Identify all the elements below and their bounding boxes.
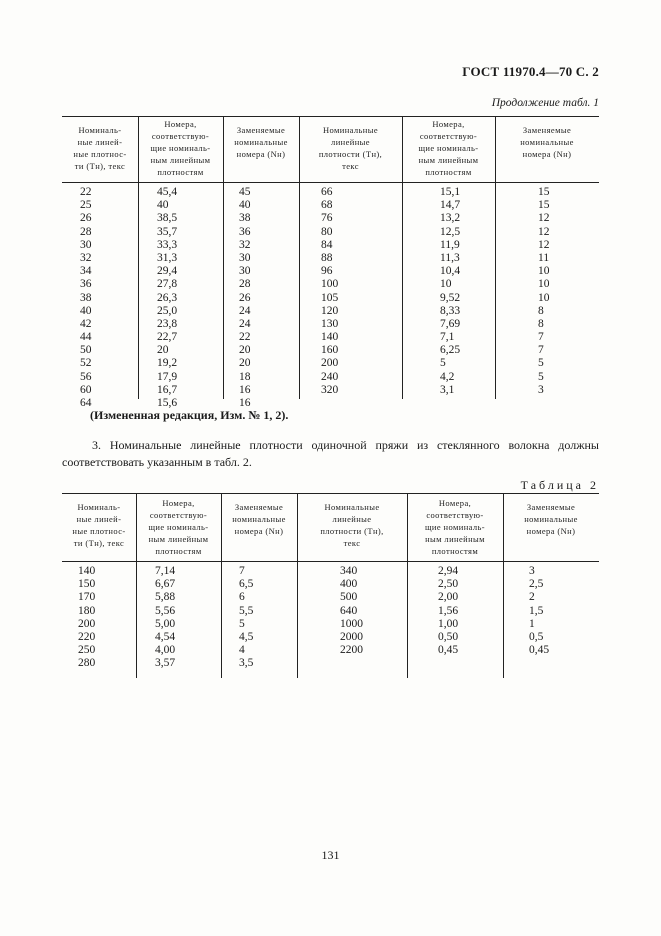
table1-cell: 140 xyxy=(321,331,339,344)
table2-cell: 400 xyxy=(340,578,358,591)
table1-cell: 30 xyxy=(239,251,251,264)
table2-cell: 5,56 xyxy=(155,604,176,617)
table1-cell: 38 xyxy=(239,212,251,225)
table1-header-line: плотностям xyxy=(425,167,472,177)
table1-cell: 23,8 xyxy=(157,317,178,330)
table-2-title: Таблица 2 xyxy=(520,478,599,492)
table2-cell: 3 xyxy=(529,565,535,577)
table2-cell: 2,50 xyxy=(438,578,459,591)
table2-header-line: плотностям xyxy=(431,546,479,556)
table1-cell: 56 xyxy=(80,370,92,383)
table2-header-col4 xyxy=(297,501,407,549)
table1-cell: 19,2 xyxy=(157,357,178,370)
table2-header-line: Номера, xyxy=(438,498,472,508)
table2-header-line: соответствую- xyxy=(149,510,208,520)
table1-header-line: ным линейным xyxy=(150,155,211,165)
table2-cell: 5,00 xyxy=(155,617,176,630)
table1-cell: 25 xyxy=(80,199,92,212)
table1-cell: 35,7 xyxy=(157,225,178,238)
table1-cell: 3 xyxy=(538,383,544,396)
table1-cell: 20 xyxy=(239,344,251,357)
table-1 xyxy=(62,116,599,409)
table1-header-line: Заменяемые xyxy=(236,125,286,135)
table1-cell: 5 xyxy=(538,357,544,370)
table1-cell: 320 xyxy=(321,383,339,396)
table1-cell: 84 xyxy=(321,238,333,251)
table-continuation-label: Продолжение табл. 1 xyxy=(491,97,599,109)
table1-header-line: ные плотнос- xyxy=(73,149,127,159)
table1-cell: 40 xyxy=(157,199,169,212)
table1-column-5 xyxy=(440,186,460,397)
table1-header-line: соответствую- xyxy=(151,131,210,141)
table1-cell: 14,7 xyxy=(440,199,461,212)
table1-cell: 64 xyxy=(80,397,92,409)
table2-cell: 1,00 xyxy=(438,617,459,630)
table1-cell: 100 xyxy=(321,278,339,291)
table-2 xyxy=(62,493,599,678)
table2-header-line: соответствую- xyxy=(426,510,484,520)
table1-cell: 105 xyxy=(321,291,339,304)
table2-cell: 6,5 xyxy=(239,578,254,591)
table1-cell: 8 xyxy=(538,317,544,330)
table2-cell: 0,45 xyxy=(529,644,550,657)
table1-cell: 44 xyxy=(80,331,92,344)
table1-cell: 10 xyxy=(538,278,550,291)
table1-header-line: линейные xyxy=(331,137,370,147)
clause-3-paragraph: 3. Номинальные линейные плотности одиночной пряжи из стеклянного волокна должны соответствовать указанным в табл. 2. xyxy=(62,438,599,469)
table1-cell: 17,9 xyxy=(157,370,178,383)
table2-cell: 3,5 xyxy=(239,657,254,670)
table1-cell: 18 xyxy=(239,370,251,383)
table2-header-line: Номинальные xyxy=(324,502,380,512)
table2-cell: 220 xyxy=(78,630,96,643)
table2-header-col6 xyxy=(503,501,599,537)
table2-header-line: номинальные xyxy=(232,514,286,524)
table1-cell: 3,1 xyxy=(440,383,455,396)
table2-cell: 1000 xyxy=(340,617,363,630)
table1-header-line: щие номиналь- xyxy=(418,143,479,153)
table1-cell: 5 xyxy=(538,370,544,383)
table1-cell: 28 xyxy=(80,225,92,238)
table1-cell: 45,4 xyxy=(157,186,178,198)
table2-column-2 xyxy=(155,565,175,671)
table1-cell: 8,33 xyxy=(440,304,461,317)
table1-cell: 26 xyxy=(80,212,92,225)
table2-cell: 640 xyxy=(340,604,358,617)
table2-cell: 7,14 xyxy=(155,565,176,577)
table1-cell: 7 xyxy=(538,331,544,344)
table1-cell: 30 xyxy=(239,265,251,278)
table2-header-col5 xyxy=(407,497,503,557)
table2-header-line: щие номиналь- xyxy=(424,522,486,532)
table1-header-line: номера (Nн) xyxy=(236,149,286,159)
table2-cell: 280 xyxy=(78,657,96,670)
table1-column-1 xyxy=(80,186,92,410)
table1-cell: 76 xyxy=(321,212,333,225)
table1-cell: 7,1 xyxy=(440,331,455,344)
table1-cell: 20 xyxy=(239,357,251,370)
table2-cell: 2000 xyxy=(340,630,363,643)
table2-header-line: ным линейным xyxy=(148,534,209,544)
table2-cell: 1 xyxy=(529,617,535,630)
table1-cell: 50 xyxy=(80,344,92,357)
table2-cell: 5 xyxy=(239,617,245,630)
table2-column-4 xyxy=(340,565,363,657)
table1-cell: 28 xyxy=(239,278,251,291)
table1-cell: 25,0 xyxy=(157,304,178,317)
table1-cell: 36 xyxy=(80,278,92,291)
table1-header-line: Номера, xyxy=(164,119,197,129)
table1-cell: 200 xyxy=(321,357,339,370)
table1-cell: 22,7 xyxy=(157,331,178,344)
table1-cell: 11 xyxy=(538,251,550,264)
table1-cell: 16 xyxy=(239,397,251,409)
table2-header-line: номера (Nн) xyxy=(234,526,284,536)
table1-cell: 240 xyxy=(321,370,339,383)
table2-header-line: Заменяемые xyxy=(526,502,576,512)
table1-cell: 6,25 xyxy=(440,344,461,357)
table1-cell: 12 xyxy=(538,212,550,225)
table1-cell: 10 xyxy=(538,265,550,278)
table1-cell: 80 xyxy=(321,225,333,238)
table2-cell: 6 xyxy=(239,591,245,604)
table2-cell: 4,00 xyxy=(155,644,176,657)
table2-cell: 0,45 xyxy=(438,644,459,657)
table2-header-line: ные линей- xyxy=(76,514,122,524)
table2-header-col1 xyxy=(62,501,136,549)
table1-cell: 45 xyxy=(239,186,251,198)
table1-header-line: номера (Nн) xyxy=(522,149,572,159)
table1-cell: 15,6 xyxy=(157,397,178,409)
table1-cell: 13,2 xyxy=(440,212,461,225)
table1-cell: 30 xyxy=(80,238,92,251)
table2-header-line: плотности (Tн), xyxy=(320,526,384,536)
table1-cell: 68 xyxy=(321,199,333,212)
table1-header-line: ным линейным xyxy=(418,155,479,165)
table1-cell: 33,3 xyxy=(157,238,178,251)
table1-cell: 12 xyxy=(538,225,550,238)
table1-header-line: ти (Tн), текс xyxy=(74,161,126,171)
table1-cell: 60 xyxy=(80,383,92,396)
table2-cell: 140 xyxy=(78,565,96,577)
table1-cell: 32 xyxy=(239,238,251,251)
table1-cell: 40 xyxy=(80,304,92,317)
table1-cell: 4,2 xyxy=(440,370,455,383)
table2-cell: 250 xyxy=(78,644,96,657)
table1-cell: 36 xyxy=(239,225,251,238)
table2-header-line: номинальные xyxy=(524,514,578,524)
table2-cell: 4,54 xyxy=(155,630,176,643)
table1-header-col6 xyxy=(495,124,599,160)
table2-header-line: плотностям xyxy=(155,546,202,556)
table1-header-col5 xyxy=(402,118,495,178)
table2-header-line: Номера, xyxy=(162,498,195,508)
table2-header-line: Заменяемые xyxy=(234,502,284,512)
table1-cell: 24 xyxy=(239,304,251,317)
table1-cell: 26,3 xyxy=(157,291,178,304)
table2-column-6 xyxy=(529,565,549,657)
table1-header-line: Номиналь- xyxy=(78,125,122,135)
table1-header-col1 xyxy=(62,124,138,172)
table1-cell: 34 xyxy=(80,265,92,278)
table1-cell: 22 xyxy=(239,331,251,344)
table1-cell: 11,9 xyxy=(440,238,460,251)
table1-cell: 38,5 xyxy=(157,212,178,225)
table1-header-line: номинальные xyxy=(234,137,288,147)
table2-header-col3 xyxy=(221,501,297,537)
table2-cell: 2200 xyxy=(340,644,363,657)
table1-cell: 10,4 xyxy=(440,265,461,278)
table1-cell: 160 xyxy=(321,344,339,357)
table2-cell: 170 xyxy=(78,591,96,604)
table1-cell: 120 xyxy=(321,304,339,317)
table1-header-col2 xyxy=(138,118,223,178)
table2-cell: 7 xyxy=(239,565,245,577)
table1-header-line: плотностям xyxy=(157,167,204,177)
table2-header-line: ные плотнос- xyxy=(72,526,126,536)
table1-cell: 22 xyxy=(80,186,92,198)
table1-header-line: текс xyxy=(342,161,359,171)
table1-header-line: ные линей- xyxy=(77,137,123,147)
table2-cell: 500 xyxy=(340,591,358,604)
table2-header-line: щие номиналь- xyxy=(148,522,209,532)
table1-cell: 5 xyxy=(440,357,446,370)
table1-cell: 40 xyxy=(239,199,251,212)
table2-column-5 xyxy=(438,565,458,657)
table2-header-line: номера (Nн) xyxy=(526,526,576,536)
table1-cell: 130 xyxy=(321,317,339,330)
table1-header-col4 xyxy=(299,124,402,172)
table1-cell: 88 xyxy=(321,251,333,264)
table1-cell: 12,5 xyxy=(440,225,461,238)
table2-cell: 2,94 xyxy=(438,565,459,577)
table1-column-3 xyxy=(239,186,251,410)
table1-cell: 8 xyxy=(538,304,544,317)
table2-cell: 4,5 xyxy=(239,630,254,643)
table1-cell: 27,8 xyxy=(157,278,178,291)
table1-cell: 29,4 xyxy=(157,265,178,278)
table2-cell: 1,56 xyxy=(438,604,459,617)
table2-header-line: ти (Tн), текс xyxy=(73,538,125,548)
table1-cell: 15,1 xyxy=(440,186,461,198)
table1-header-line: плотности (Tн), xyxy=(318,149,383,159)
table1-column-6 xyxy=(538,186,550,397)
table1-header-line: соответствую- xyxy=(419,131,478,141)
table2-cell: 5,88 xyxy=(155,591,176,604)
table1-cell: 15 xyxy=(538,186,550,198)
table2-cell: 340 xyxy=(340,565,358,577)
table1-cell: 7,69 xyxy=(440,317,461,330)
table2-cell: 150 xyxy=(78,578,96,591)
table2-header-line: линейные xyxy=(332,514,372,524)
table2-column-3 xyxy=(239,565,253,671)
table1-cell: 12 xyxy=(538,238,550,251)
table1-cell: 31,3 xyxy=(157,251,178,264)
table2-cell: 0,50 xyxy=(438,630,459,643)
table2-cell: 0,5 xyxy=(529,630,544,643)
table2-cell: 2,5 xyxy=(529,578,544,591)
table1-cell: 9,52 xyxy=(440,291,461,304)
table1-cell: 16 xyxy=(239,383,251,396)
table2-column-1 xyxy=(78,565,95,671)
table1-cell: 10 xyxy=(538,291,550,304)
page-number: 131 xyxy=(321,848,340,862)
table1-cell: 52 xyxy=(80,357,92,370)
table1-column-2 xyxy=(157,186,177,410)
table2-cell: 200 xyxy=(78,617,96,630)
table1-cell: 11,3 xyxy=(440,251,460,264)
table1-cell: 26 xyxy=(239,291,251,304)
table1-cell: 66 xyxy=(321,186,333,198)
table2-cell: 4 xyxy=(239,644,245,657)
table1-cell: 16,7 xyxy=(157,383,178,396)
table1-header-line: Заменяемые xyxy=(522,125,572,135)
table1-header-line: Номинальные xyxy=(322,125,379,135)
table1-cell: 20 xyxy=(157,344,169,357)
table2-cell: 180 xyxy=(78,604,96,617)
table1-header-line: Номера, xyxy=(432,119,465,129)
table1-cell: 15 xyxy=(538,199,550,212)
table2-cell: 5,5 xyxy=(239,604,254,617)
table1-header-col3 xyxy=(223,124,299,160)
table1-cell: 96 xyxy=(321,265,333,278)
table2-cell: 3,57 xyxy=(155,657,176,670)
table1-cell: 38 xyxy=(80,291,92,304)
table1-column-4 xyxy=(321,186,338,397)
table2-header-line: Номиналь- xyxy=(77,502,121,512)
table2-header-line: ным линейным xyxy=(425,534,485,544)
document-header: ГОСТ 11970.4—70 С. 2 xyxy=(462,64,599,79)
table2-cell: 2,00 xyxy=(438,591,459,604)
table2-cell: 6,67 xyxy=(155,578,176,591)
table2-header-line: текс xyxy=(343,538,361,548)
table1-cell: 32 xyxy=(80,251,92,264)
table1-header-line: номинальные xyxy=(520,137,574,147)
table2-cell: 2 xyxy=(529,591,535,604)
table1-cell: 42 xyxy=(80,317,92,330)
table1-cell: 7 xyxy=(538,344,544,357)
table1-cell: 24 xyxy=(239,317,251,330)
revision-note: (Измененная редакция, Изм. № 1, 2). xyxy=(90,408,289,422)
table1-cell: 10 xyxy=(440,278,452,291)
table2-cell: 1,5 xyxy=(529,604,544,617)
table1-header-line: щие номиналь- xyxy=(150,143,211,153)
table2-header-col2 xyxy=(136,497,221,557)
